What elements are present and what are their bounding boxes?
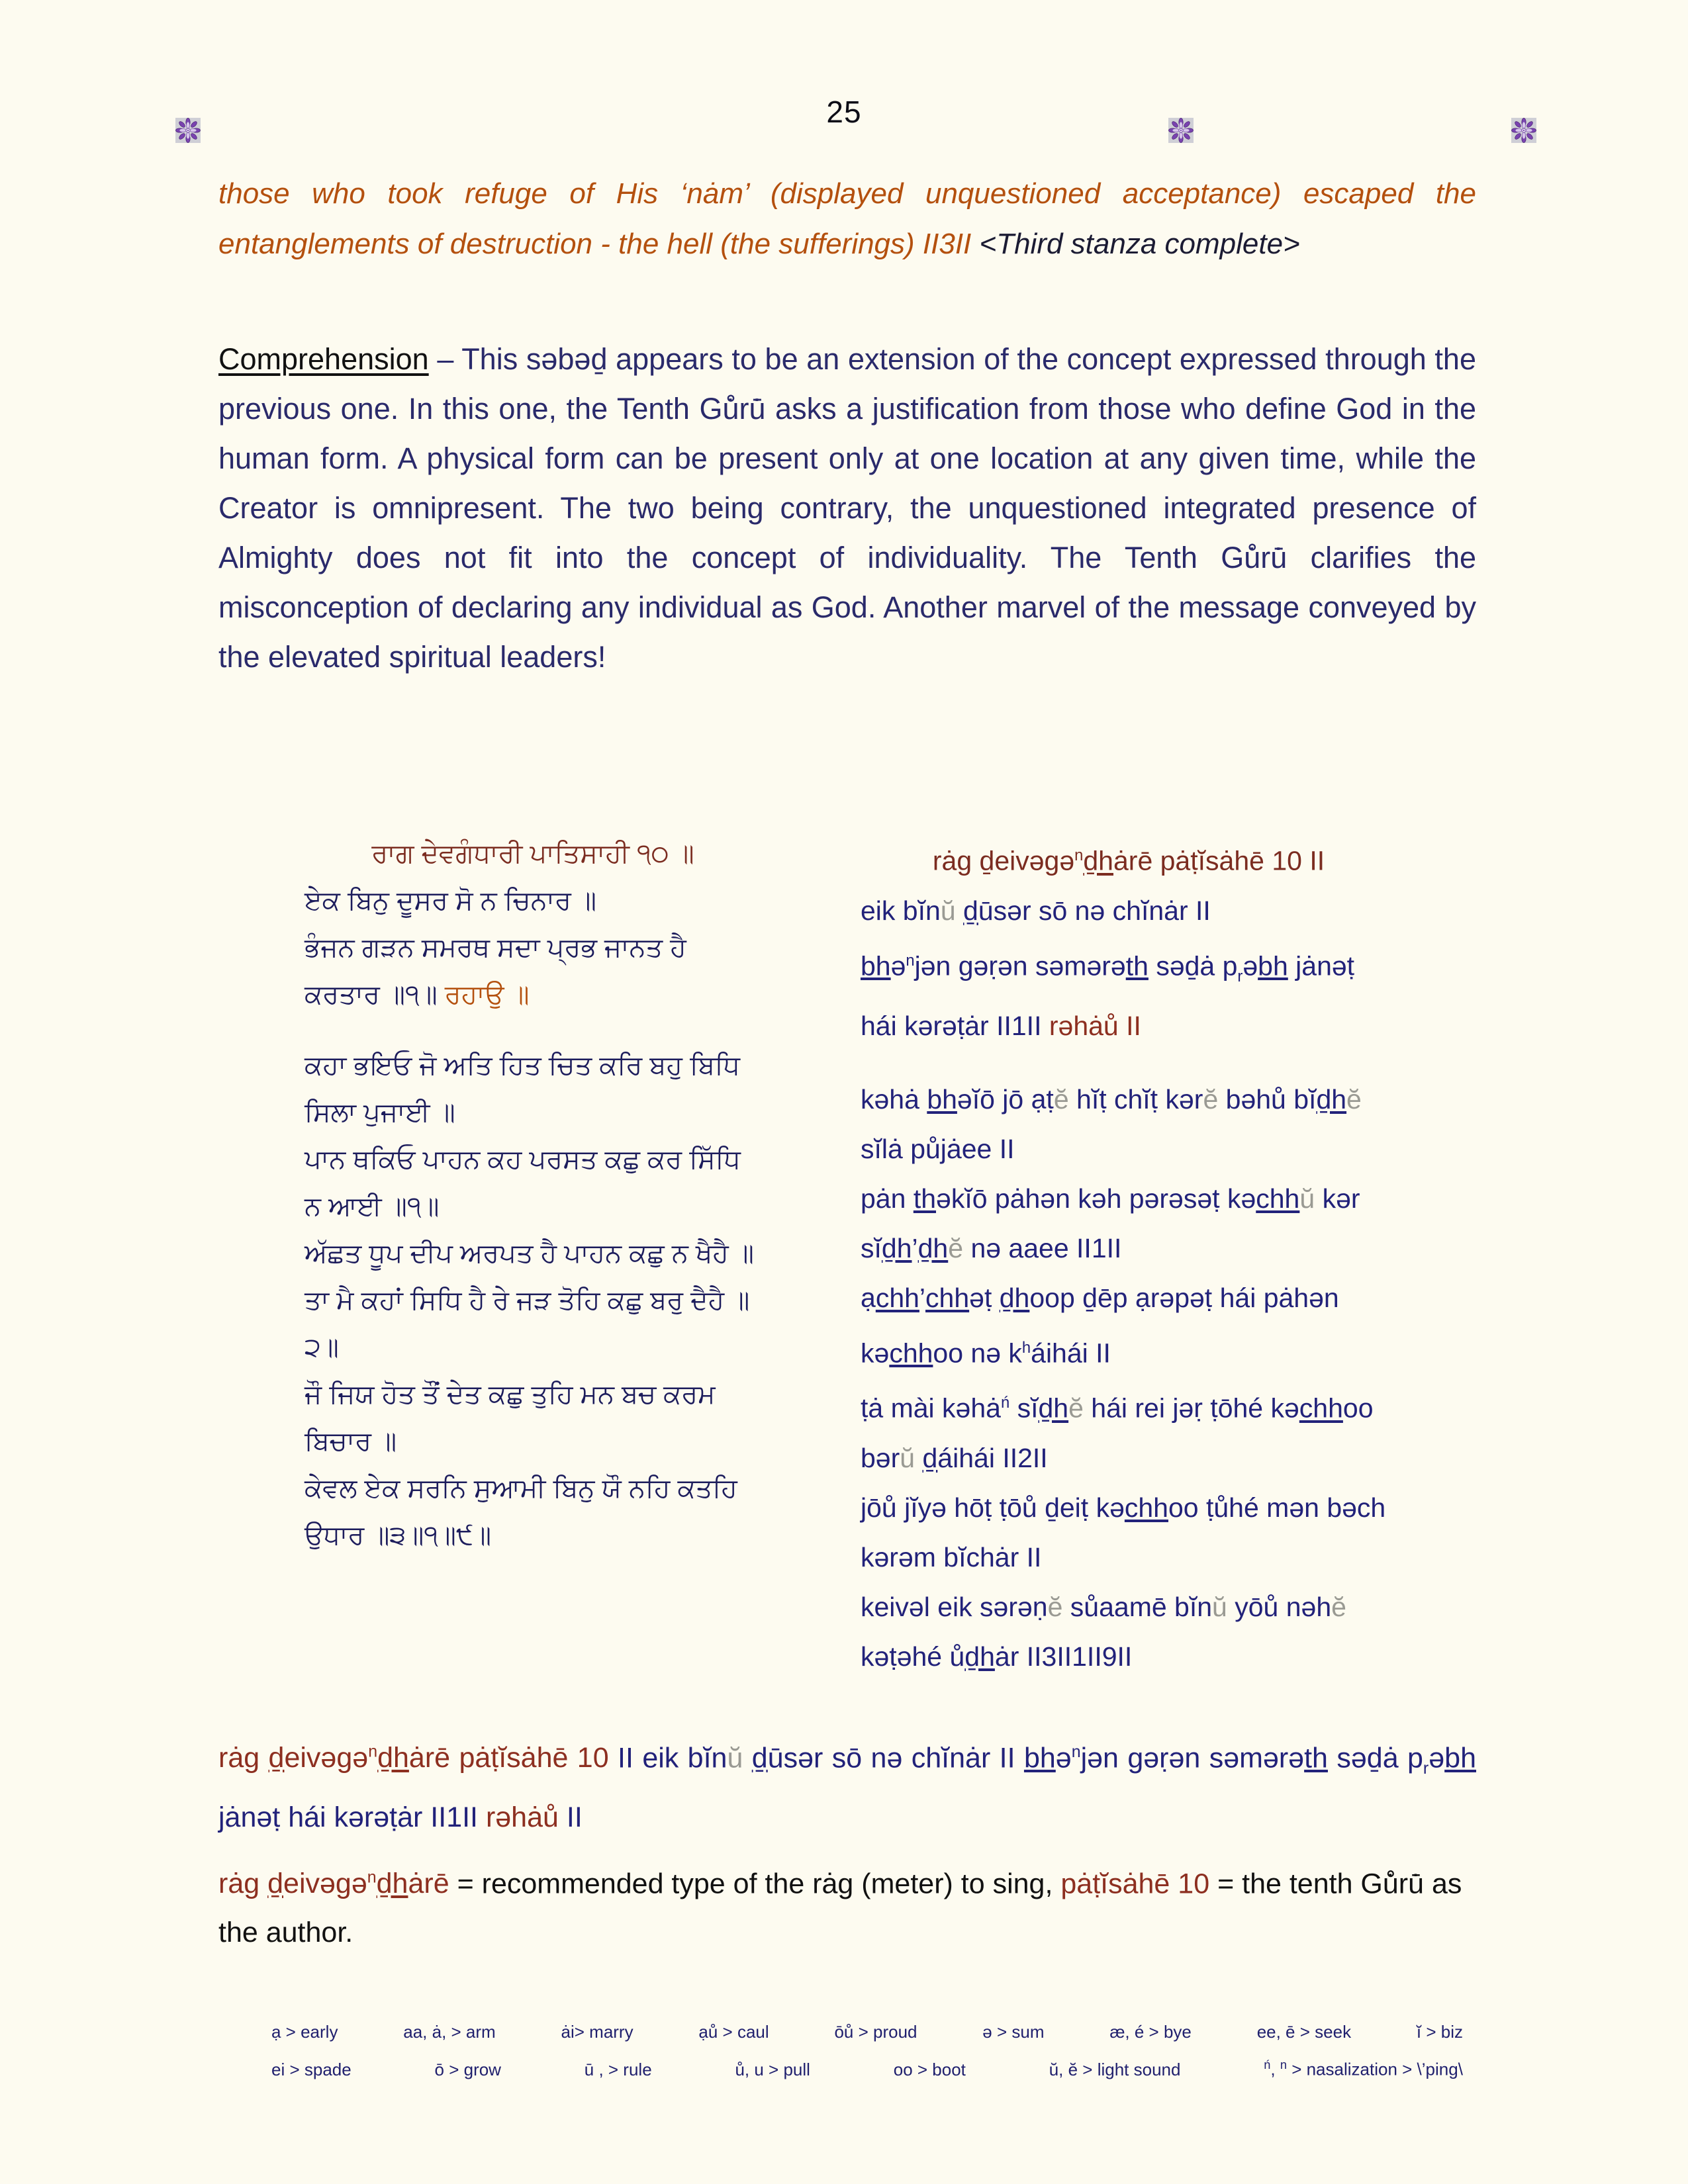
pronunciation-key-entry: ů, u > pull <box>735 2059 810 2079</box>
page-number: 25 <box>826 95 862 129</box>
pronunciation-key-entry: ee, ē > seek <box>1256 2022 1352 2042</box>
pronunciation-key-entry: ei > spade <box>271 2059 352 2079</box>
transliteration-line: ạchh’chhəṭ ḏhoop ḏēp ạrəpəṭ hái pȧhən kəchhoo nə $k^háihái$ II <box>861 1282 1339 1369</box>
translation-continuation <box>218 169 1476 269</box>
pronunciation-key-row-1 <box>271 2022 1463 2042</box>
transliteration-line: bhə$^n$jən gəṛən səmərəth səḏȧ $p_rəbh$ jȧnəṭ hái kərəṭȧr II1II rəhȧů II <box>861 950 1355 1041</box>
transliteration-line: eik bĭnŭ ḏūsər sō nə chĭnȧr II <box>861 895 1211 926</box>
pronunciation-key-entry: ĭ > biz <box>1416 2022 1463 2042</box>
transliteration-line: jōů jĭyə hōṭ ṭōů ḏeiṭ kəchhoo ṭůhé mən bəch kərəm bĭchȧr II <box>861 1492 1386 1572</box>
pronunciation-key-entry: ạů > caul <box>698 2022 769 2042</box>
gurmukhi-rahau-stanza: ਏਕ ਬਿਨੁ ਦੂਸਰ ਸੋ ਨ ਚਿਨਾਰ ॥ ਭੰਜਨ ਗੜਨ ਸਮਰਥ ਸਦਾ ਪ੍ਰਭ ਜਾਨਤ ਹੈ ਕਰਤਾਰ ॥੧॥ ਰਹਾਉ ॥ <box>305 886 686 1009</box>
transliteration-column <box>861 831 1397 1682</box>
comprehension-paragraph <box>218 334 1476 682</box>
pronunciation-key-entry: ŭ, ĕ > light sound <box>1049 2059 1181 2079</box>
translation-orange-text: those who took refuge of His ‘nȧm’ (displayed unquestioned acceptance) escaped the entanglements of destruction - the hell (the sufferings) II3II <box>218 177 1476 260</box>
pronunciation-key <box>271 2022 1463 2096</box>
gurmukhi-line: ਕੇਵਲ ਏਕ ਸਰਨਿ ਸੁਆਮੀ ਬਿਨੁ ਯੌ ਨਹਿ ਕਤਹਿ ਉਧਾਰ ॥੩॥੧॥੯॥ <box>305 1474 737 1550</box>
gurmukhi-line: ਜੌ ਜਿਯ ਹੋਤ ਤੌਂ ਦੇਤ ਕਛੁ ਤੁਹਿ ਮਨ ਬਚ ਕਰਮ ਬਿਚਾਰ ॥ <box>305 1380 716 1456</box>
flower-ornament-icon <box>175 118 201 143</box>
gurmukhi-column <box>305 831 761 1559</box>
comprehension-body: – This səbəḏ appears to be an extension of the concept expressed through the previous one. In this one, the Tenth Gů̇rū̇ asks a justification from those who define God in the human form. A physical form can be present only at one location at any given time, while the Creator is omnipresent. The two being contrary, the unquestioned integrated presence of Almighty does not fit into the concept of individuality. The Tenth Gů̇rū̇ clarifies the misconception of declaring any individual as God. Another marvel of the message conveyed by the elevated spiritual leaders! <box>218 342 1476 674</box>
transliteration-line: kəhȧ bhəĭō jō ạṭĕ hĭṭ chĭṭ kərĕ bəhů bĭḏhĕ sĭlȧ půjȧee II <box>861 1083 1362 1164</box>
pronunciation-key-entry: ȧi> marry <box>561 2022 633 2042</box>
pronunciation-key-entry: $^ń$, $^n$ > nasalization > \’ping\ <box>1264 2058 1463 2079</box>
transliteration-line: ṭȧ mài kəhȧ$^ń$ sĭḏhĕ hái rei jəṛ ṭōhé kəchhoo bərŭ ḏáihái II2II <box>861 1392 1374 1473</box>
flower-ornament-icon <box>1511 118 1536 143</box>
flower-ornament-icon <box>1168 118 1194 143</box>
pronunciation-key-entry: ə > sum <box>982 2022 1045 2042</box>
gurmukhi-line: ਤਾ ਮੈ ਕਹਾਂ ਸਿਧਿ ਹੈ ਰੇ ਜੜ ਤੋਹਿ ਕਛੁ ਬਰੁ ਦੈਹੈ ॥੨॥ <box>305 1286 750 1362</box>
transliteration-line: pȧn thəkĭō pȧhən kəh pərəsəṭ kəchhŭ kər sĭḏh’ḏhĕ nə aaee II1II <box>861 1183 1360 1263</box>
pronunciation-key-entry: ōů > proud <box>834 2022 917 2042</box>
gurmukhi-line: ਕਹਾ ਭਇਓ ਜੋ ਅਤਿ ਹਿਤ ਚਿਤ ਕਰਿ ਬਹੁ ਬਿਧਿ ਸਿਲਾ ਪੁਜਾਈ ॥ <box>305 1051 740 1127</box>
pronunciation-key-entry: ō > grow <box>434 2059 501 2079</box>
pronunciation-key-entry: aa, ȧ, > arm <box>403 2022 496 2042</box>
transliteration-line: keivəl eik sərəṇĕ sůaamē bĭnŭ yōů nəhĕ kəṭəhé ůḏhȧr II3II1II9II <box>861 1591 1346 1672</box>
pronunciation-key-entry: ū , > rule <box>584 2059 652 2079</box>
stanza-gap <box>305 1019 761 1042</box>
pronunciation-key-row-2 <box>271 2058 1463 2080</box>
gloss-line: rȧg ḏeivəgə$^n$ḏhȧrē = recommended type of the rȧg (meter) to sing, pȧṭĭsȧhē 10 = the tenth Gů̇rū̇ as the author. <box>218 1868 1462 1949</box>
pronunciation-key-entry: æ, é > bye <box>1109 2022 1192 2042</box>
translation-stanza-note: <Third stanza complete> <box>979 228 1300 260</box>
gurmukhi-line: ਅੱਛਤ ਧੂਪ ਦੀਪ ਅਰਪਤ ਹੈ ਪਾਹਨ ਕਛੁ ਨ ਖੈਹੈ ॥ <box>305 1239 754 1268</box>
pronunciation-key-entry: ạ > early <box>271 2022 338 2042</box>
pronunciation-key-entry: oo > boot <box>893 2059 966 2079</box>
comprehension-label: Comprehension <box>218 342 429 376</box>
scripture-block <box>0 831 1688 1672</box>
gurmukhi-line: ਪਾਨ ਥਕਿਓ ਪਾਹਨ ਕਹ ਪਰਸਤ ਕਛੁ ਕਰ ਸਿੱਧਿ ਨ ਆਈ ॥੧॥ <box>305 1145 741 1221</box>
transliteration-paragraph: rȧg ḏeivəgə$^n$ḏhȧrē pȧṭĭsȧhē 10 II eik bĭnŭ ḏūsər sō nə chĭnȧr II bhə$^n$jən gəṛən səmərəth səḏȧ $p_rəbh$ jȧnəṭ hái kərəṭȧr II1II rəhȧů II <box>218 1742 1476 1833</box>
stanza-gap <box>861 1051 1397 1075</box>
gurmukhi-heading: ਰਾਗ ਦੇਵਗੰਧਾਰੀ ਪਾਤਿਸਾਹੀ ੧੦ ॥ <box>371 839 694 868</box>
transliteration-heading: rȧg ḏeivəgə$^n$ḏhȧrē pȧṭĭsȧhē 10 II <box>932 845 1325 876</box>
